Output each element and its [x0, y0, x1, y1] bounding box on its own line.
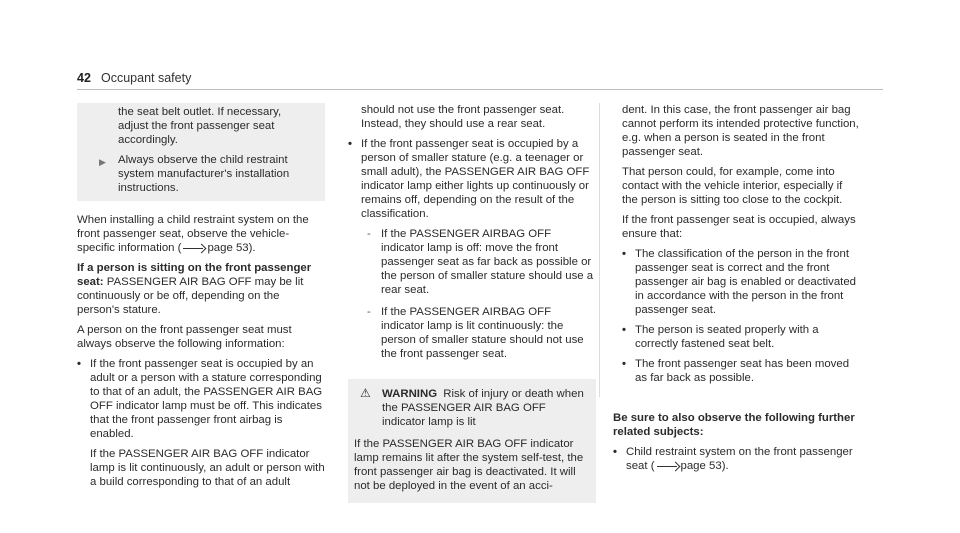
- list-item: [77, 357, 325, 489]
- list-item-text: If the front passenger seat is occupied by a person of smaller stature (e.g. a teenager or small adult), the PASSENGER AIR BAG OFF indicator lamp either lights up continuously or remains off, depending on the result of the classification.: [361, 138, 590, 220]
- related-list: [613, 445, 861, 473]
- dash-icon: -: [367, 306, 371, 318]
- list-item-text: If the front passenger seat is occupied by an adult or a person with a stature corresponding to that of an adult, the PASSENGER AIR BAG OFF indicator lamp must be off. This indicates that the front passenger front airbag is enabled.: [90, 358, 323, 440]
- reference-page: page 53: [207, 242, 249, 254]
- section-title: Occupant safety: [101, 71, 192, 85]
- info-list-2: [348, 137, 596, 361]
- list-item: [622, 247, 861, 317]
- warning-continued-text: dent. In this case, the front passenger air bag cannot perform its intended protective function, e.g. when a person is seated in the front passenger seat.: [622, 104, 859, 158]
- info-list: [77, 357, 325, 489]
- reference-arrow-icon: [657, 462, 679, 470]
- bullet-icon: •: [622, 248, 626, 260]
- instruction-box: [77, 103, 325, 201]
- header-divider: [77, 89, 883, 90]
- person-sitting-heading: If a person is sitting on the front passenger seat:: [77, 262, 312, 288]
- warning-box: [348, 379, 596, 503]
- step-arrow-icon: ▶: [99, 157, 106, 167]
- instruction-step: [97, 153, 313, 195]
- ensure-list: [622, 247, 861, 385]
- warning-title: Risk of injury or death when the PASSENGER AIR BAG OFF indicator lamp is lit: [382, 388, 584, 428]
- list-item: [622, 357, 861, 385]
- continued-text: should not use the front passenger seat. Instead, they should use a rear seat.: [361, 104, 565, 130]
- related-item-text: Child restraint system on the front passenger seat (: [626, 446, 853, 472]
- related-item-end: ).: [721, 460, 729, 472]
- sub-list-item-text: If the PASSENGER AIRBAG OFF indicator lamp is lit continuously: the person of smaller stature should not use the front passenger seat.: [381, 306, 584, 360]
- column-2: [348, 103, 596, 503]
- column-1: [77, 103, 325, 495]
- install-text-end: ).: [248, 242, 256, 254]
- reference-arrow-icon: [183, 244, 205, 252]
- list-item: [348, 137, 596, 361]
- occupied-paragraph: If the front passenger seat is occupied, always ensure that:: [622, 214, 856, 240]
- warning-body: If the PASSENGER AIR BAG OFF indicator lamp remains lit after the system self-test, the front passenger air bag is deactivated. It will not be deployed in the event of an acci-: [354, 438, 584, 492]
- instruction-step-text: Always observe the child restraint system manufacturer's installation instructions.: [118, 154, 290, 194]
- sub-list-item: [361, 227, 596, 297]
- observe-paragraph: A person on the front passenger seat must always observe the following information:: [77, 324, 292, 350]
- contact-paragraph: That person could, for example, come into contact with the vehicle interior, especially if the person is sitting too close to the cockpit.: [622, 166, 843, 206]
- warning-label: WARNING: [382, 388, 438, 400]
- bullet-icon: •: [613, 446, 617, 458]
- reference-page: page 53: [680, 460, 722, 472]
- list-item: [613, 445, 861, 473]
- warning-triangle-icon: ⚠: [360, 386, 371, 400]
- dash-icon: -: [367, 228, 371, 240]
- list-item-text: The person is seated properly with a correctly fastened seat belt.: [635, 324, 819, 350]
- page-number: 42: [77, 71, 91, 85]
- bullet-icon: •: [348, 138, 352, 150]
- install-paragraph: [77, 213, 325, 255]
- list-item-text: The front passenger seat has been moved as far back as possible.: [635, 358, 850, 384]
- list-item-continued: If the PASSENGER AIR BAG OFF indicator lamp is lit continuously, an adult or person with a build corresponding to that of an adult: [90, 448, 325, 488]
- sub-list-item: [361, 305, 596, 361]
- person-sitting-text: PASSENGER AIR BAG OFF may be lit continuously or be off, depending on the person's stature.: [77, 276, 304, 316]
- list-item-text: The classification of the person in the front passenger seat is correct and the front passenger air bag is enabled or deactivated in accordance with the person in the front passenger seat.: [635, 248, 856, 316]
- sub-list-item-text: If the PASSENGER AIRBAG OFF indicator lamp is off: move the front passenger seat as far back as possible or the person of smaller stature should use a rear seat.: [381, 228, 594, 296]
- page-reference-link[interactable]: [181, 241, 248, 255]
- column-3: [613, 103, 861, 479]
- sub-list: [361, 227, 596, 361]
- page-reference-link[interactable]: [655, 459, 722, 473]
- person-sitting-paragraph: [77, 261, 325, 317]
- bullet-icon: •: [622, 324, 626, 336]
- bullet-icon: •: [77, 358, 81, 370]
- list-item: [622, 323, 861, 351]
- install-text: When installing a child restraint system on the front passenger seat, observe the vehicle-specific information (: [77, 214, 309, 254]
- warning-continued: [599, 103, 861, 397]
- warning-header: [354, 387, 586, 429]
- box-continued-text: the seat belt outlet. If necessary, adjust the front passenger seat accordingly.: [118, 106, 282, 146]
- related-subjects-heading: Be sure to also observe the following further related subjects:: [613, 412, 855, 438]
- bullet-icon: •: [622, 358, 626, 370]
